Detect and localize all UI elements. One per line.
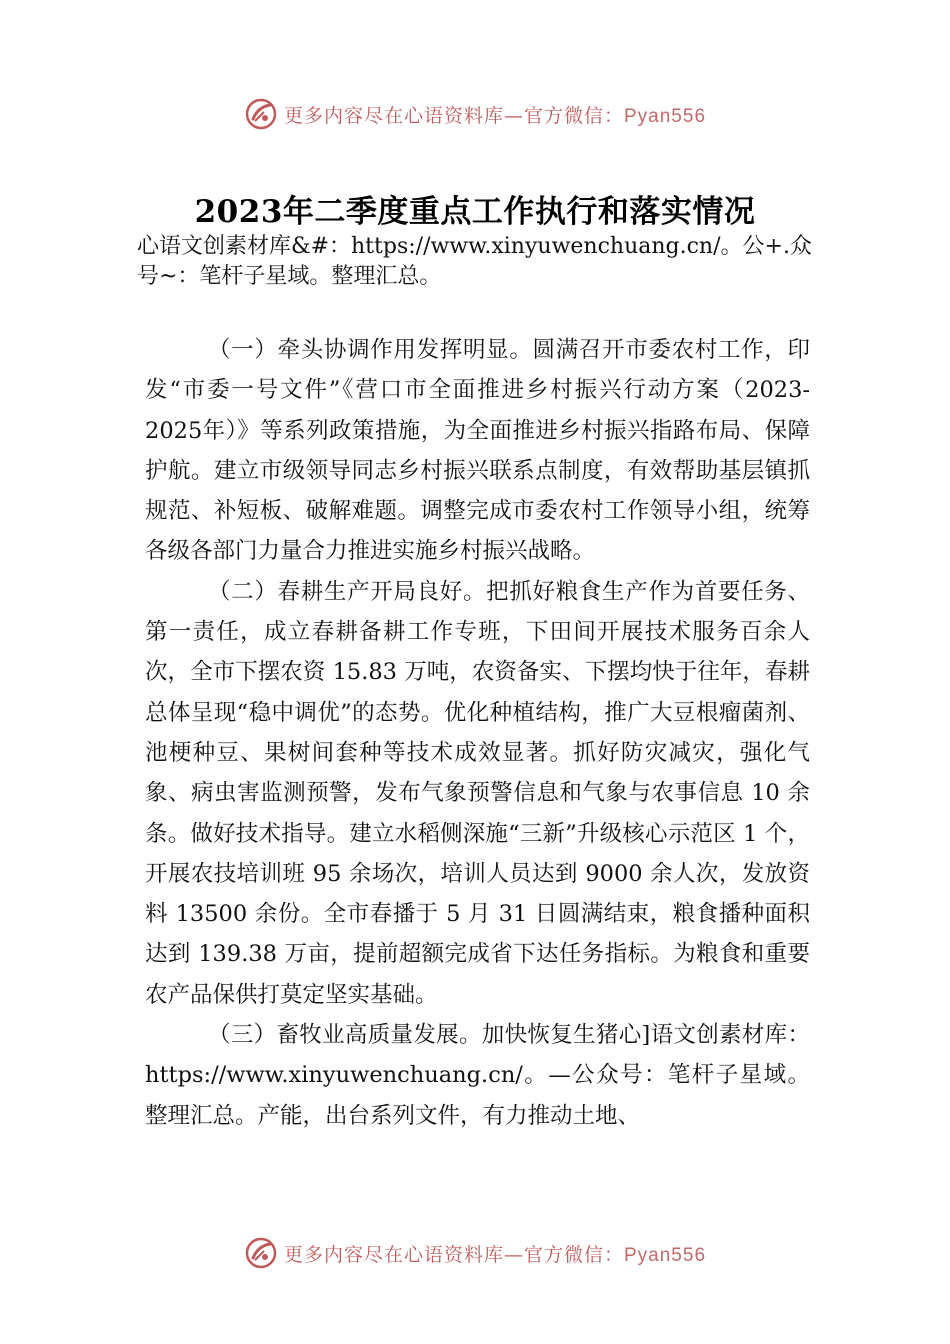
- paragraph-2: （二）春耕生产开局良好。把抓好粮食生产作为首要任务、第一责任，成立春耕备耕工作专班，下田间开展技术服务百余人次，全市下摆农资 15.83 万吨，农资备实、下摆均快于往年，春耕总体呈现“稳中调优”的态势。优化种植结构，推广大豆根瘤菌剂、池梗种豆、果树间套种等技术成效显著。抓好防灾减灾，强化气象、病虫害监测预警，发布气象预警信息和气象与农事信息 10 余条。做好技术指导。建立水稻侧深施“三新”升级核心示范区 1 个，开展农技培训班 95 余场次，培训人员达到 9000 余人次，发放资料 13500 余份。全市春播于 5 月 31 日圆满结束，粮食播种面积达到 139.38 万亩，提前超额完成省下达任务指标。为粮食和重要农产品保供打莫定坚实基础。: [145, 578, 810, 1008]
- pen-seal-logo-icon: [244, 1236, 278, 1270]
- wechat-id: Pyan556: [624, 1244, 707, 1266]
- paragraph-1: （一）牵头协调作用发挥明显。圆满召开市委农村工作，印发“市委一号文件”《营口市全面推进乡村振兴行动方案（2023-2025年）》等系列政策措施，为全面推进乡村振兴指路布局、保障护航。建立市级领导同志乡村振兴联系点制度，有效帮助基层镇抓规范、补短板、破解难题。调整完成市委农村工作领导小组，统筹各级各部门力量合力推进实施乡村振兴战略。: [145, 337, 810, 565]
- banner-text: 更多内容尽在心语资料库—官方微信：Pyan556: [283, 1243, 707, 1266]
- wechat-id: Pyan556: [624, 105, 707, 127]
- paragraph-3: （三）畜牧业高质量发展。加快恢复生猪心]语文创素材库：https://www.xinyuwenchuang.cn/。—公众号：笔杆子星域。整理汇总。产能，出台系列文件，有力推动土地、: [145, 1022, 810, 1129]
- pen-seal-logo-icon: [244, 97, 278, 131]
- header-banner: [0, 94, 950, 134]
- document-title: 2023年二季度重点工作执行和落实情况: [194, 194, 756, 230]
- source-note: 心语文创素材库&#：https://www.xinyuwenchuang.cn/。公+.众号~：笔杆子星域。整理汇总。: [137, 234, 812, 289]
- footer-banner: [0, 1233, 950, 1273]
- banner-text: 更多内容尽在心语资料库—官方微信：Pyan556: [283, 104, 707, 127]
- document-body: [145, 330, 810, 1136]
